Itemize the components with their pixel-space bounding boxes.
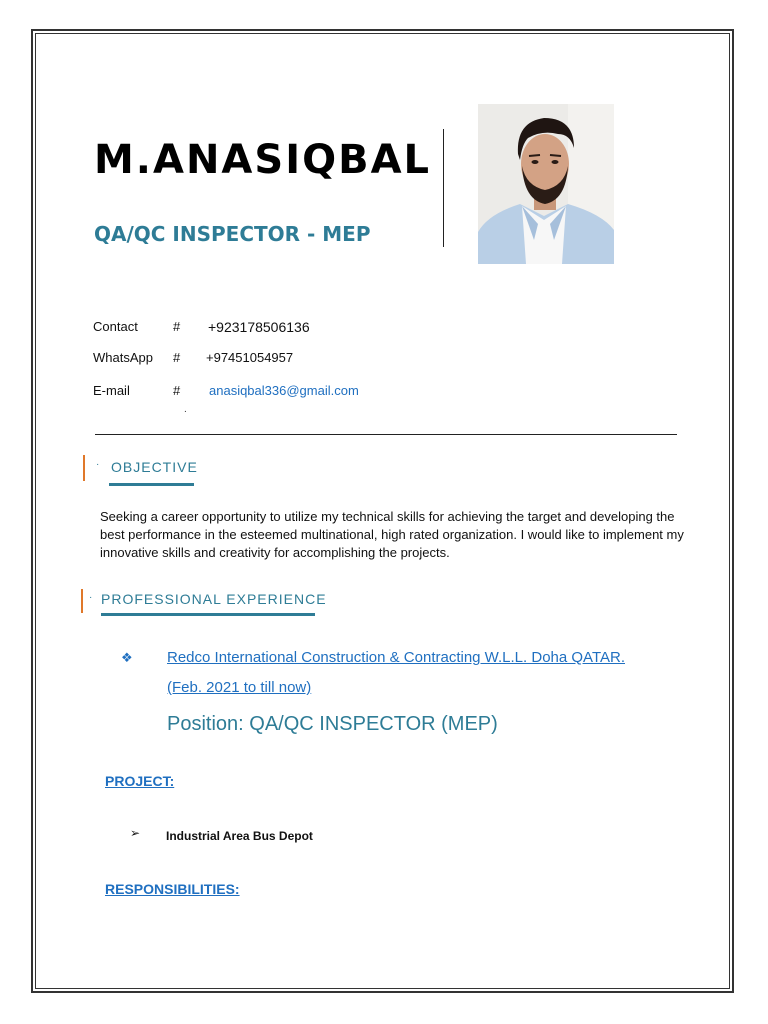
company-link[interactable]: Redco International Construction & Contracting W.L.L. Doha QATAR. <box>167 649 625 666</box>
experience-underline <box>101 613 315 616</box>
stray-mark: . <box>184 404 187 415</box>
job-position: Position: QA/QC INSPECTOR (MEP) <box>167 713 498 735</box>
contact-whatsapp-label: WhatsApp <box>93 350 153 365</box>
contact-email-link[interactable]: anasiqbal336@gmail.com <box>209 383 359 398</box>
contact-whatsapp-value: +97451054957 <box>206 350 294 365</box>
contact-phone-label: Contact <box>93 319 138 334</box>
profile-photo <box>478 104 614 264</box>
contact-phone-sep: # <box>173 319 181 334</box>
header-divider <box>443 129 444 247</box>
objective-accent-bar <box>83 455 85 481</box>
objective-underline <box>109 483 194 486</box>
contact-divider <box>95 434 677 435</box>
experience-bullet: · <box>89 592 93 603</box>
contact-phone-value: +923178506136 <box>208 319 310 335</box>
job-period-link[interactable]: (Feb. 2021 to till now) <box>167 679 312 696</box>
candidate-name: M.ANASIQBAL <box>94 137 432 183</box>
experience-heading: PROFESSIONAL EXPERIENCE <box>101 591 327 607</box>
job-title: QA/QC INSPECTOR - MEP <box>94 222 371 246</box>
contact-whatsapp-sep: # <box>173 350 181 365</box>
experience-accent-bar <box>81 589 83 613</box>
contact-email-sep: # <box>173 383 181 398</box>
objective-text: Seeking a career opportunity to utilize my technical skills for achieving the target and developing the best performance in the esteemed multinational, high rated organization. I would like to implement my innovative skills and creativity for accomplishing the projects. <box>100 509 684 560</box>
objective-bullet: · <box>96 459 100 470</box>
contact-email-label: E-mail <box>93 383 130 398</box>
project-heading: PROJECT: <box>105 773 175 789</box>
job-bullet-icon: ❖ <box>121 650 133 665</box>
arrow-bullet-icon: ➢ <box>130 826 141 840</box>
responsibilities-heading: RESPONSIBILITIES: <box>105 881 240 897</box>
objective-heading: OBJECTIVE <box>111 459 198 475</box>
project-item: Industrial Area Bus Depot <box>166 829 313 843</box>
